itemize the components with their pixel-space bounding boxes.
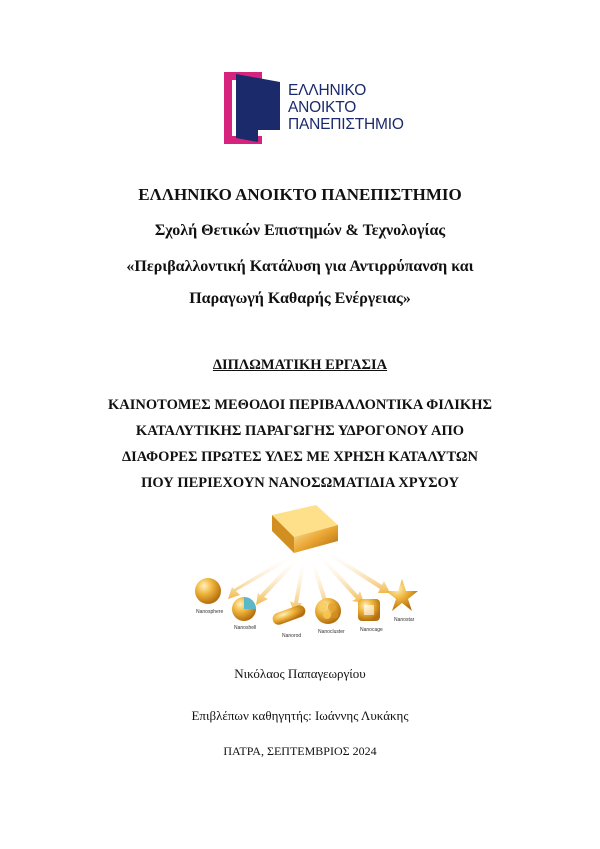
gold-bar-icon xyxy=(272,505,338,553)
label-nanorod: Nanorod xyxy=(282,633,302,639)
thesis-title-line-1: ΚΑΙΝΟΤΟΜΕΣ ΜΕΘΟΔΟΙ ΠΕΡΙΒΑΛΛΟΝΤΙΚΑ ΦΙΛΙΚΗΣ xyxy=(108,397,492,413)
nanocluster-icon xyxy=(315,598,341,624)
logo-line-1: ΕΛΛΗΝΙΚΟ xyxy=(288,82,367,99)
school-name: Σχολή Θετικών Επιστημών & Τεχνολογίας xyxy=(154,222,446,239)
university-name: ΕΛΛΗΝΙΚΟ ΑΝΟΙΚΤΟ ΠΑΝΕΠΙΣΤΗΜΙΟ xyxy=(138,185,462,204)
program-title-line-2: Παραγωγή Καθαρής Ενέργειας» xyxy=(189,290,411,307)
author-name: Νικόλαος Παπαγεωργίου xyxy=(234,666,366,681)
place-date: ΠΑΤΡΑ, ΣΕΠΤΕΜΒΡΙΟΣ 2024 xyxy=(223,744,377,758)
logo-line-2: ΑΝΟΙΚΤΟ xyxy=(288,99,357,116)
thesis-title-line-4: ΠΟΥ ΠΕΡΙΕΧΟΥΝ ΝΑΝΟΣΩΜΑΤΙΔΙΑ ΧΡΥΣΟΥ xyxy=(141,475,459,491)
logo-emblem-icon xyxy=(222,70,292,145)
label-nanoshell: Nanoshell xyxy=(234,625,257,631)
nanocage-icon xyxy=(358,599,380,621)
gold-nanoparticles-illustration xyxy=(188,503,420,653)
logo-wordmark xyxy=(288,82,404,133)
nanoshell-icon xyxy=(232,597,256,621)
university-logo xyxy=(222,70,412,145)
label-nanocage: Nanocage xyxy=(360,627,383,633)
thesis-title xyxy=(0,392,600,496)
nanosphere-icon xyxy=(195,578,221,604)
nanostar-icon xyxy=(386,579,418,611)
nanorod-icon xyxy=(271,604,307,627)
program-title-line-1: «Περιβαλλοντική Κατάλυση για Αντιρρύπανση και xyxy=(126,258,474,275)
label-nanocluster: Nanocluster xyxy=(318,629,345,635)
thesis-title-line-2: ΚΑΤΑΛΥΤΙΚΗΣ ΠΑΡΑΓΩΓΗΣ ΥΔΡΟΓΟΝΟΥ ΑΠΟ xyxy=(135,423,465,439)
thesis-title-line-3: ΔΙΑΦΟΡΕΣ ΠΡΩΤΕΣ ΥΛΕΣ ΜΕ ΧΡΗΣΗ ΚΑΤΑΛΥΤΩΝ xyxy=(122,449,478,465)
thesis-label: ΔΙΠΛΩΜΑΤΙΚΗ ΕΡΓΑΣΙΑ xyxy=(212,357,388,373)
label-nanosphere: Nanosphere xyxy=(196,609,224,615)
supervisor: Επιβλέπων καθηγητής: Ιωάννης Λυκάκης xyxy=(191,708,409,723)
label-nanostar: Nanostar xyxy=(394,617,415,623)
logo-line-3: ΠΑΝΕΠΙΣΤΗΜΙΟ xyxy=(288,116,404,133)
